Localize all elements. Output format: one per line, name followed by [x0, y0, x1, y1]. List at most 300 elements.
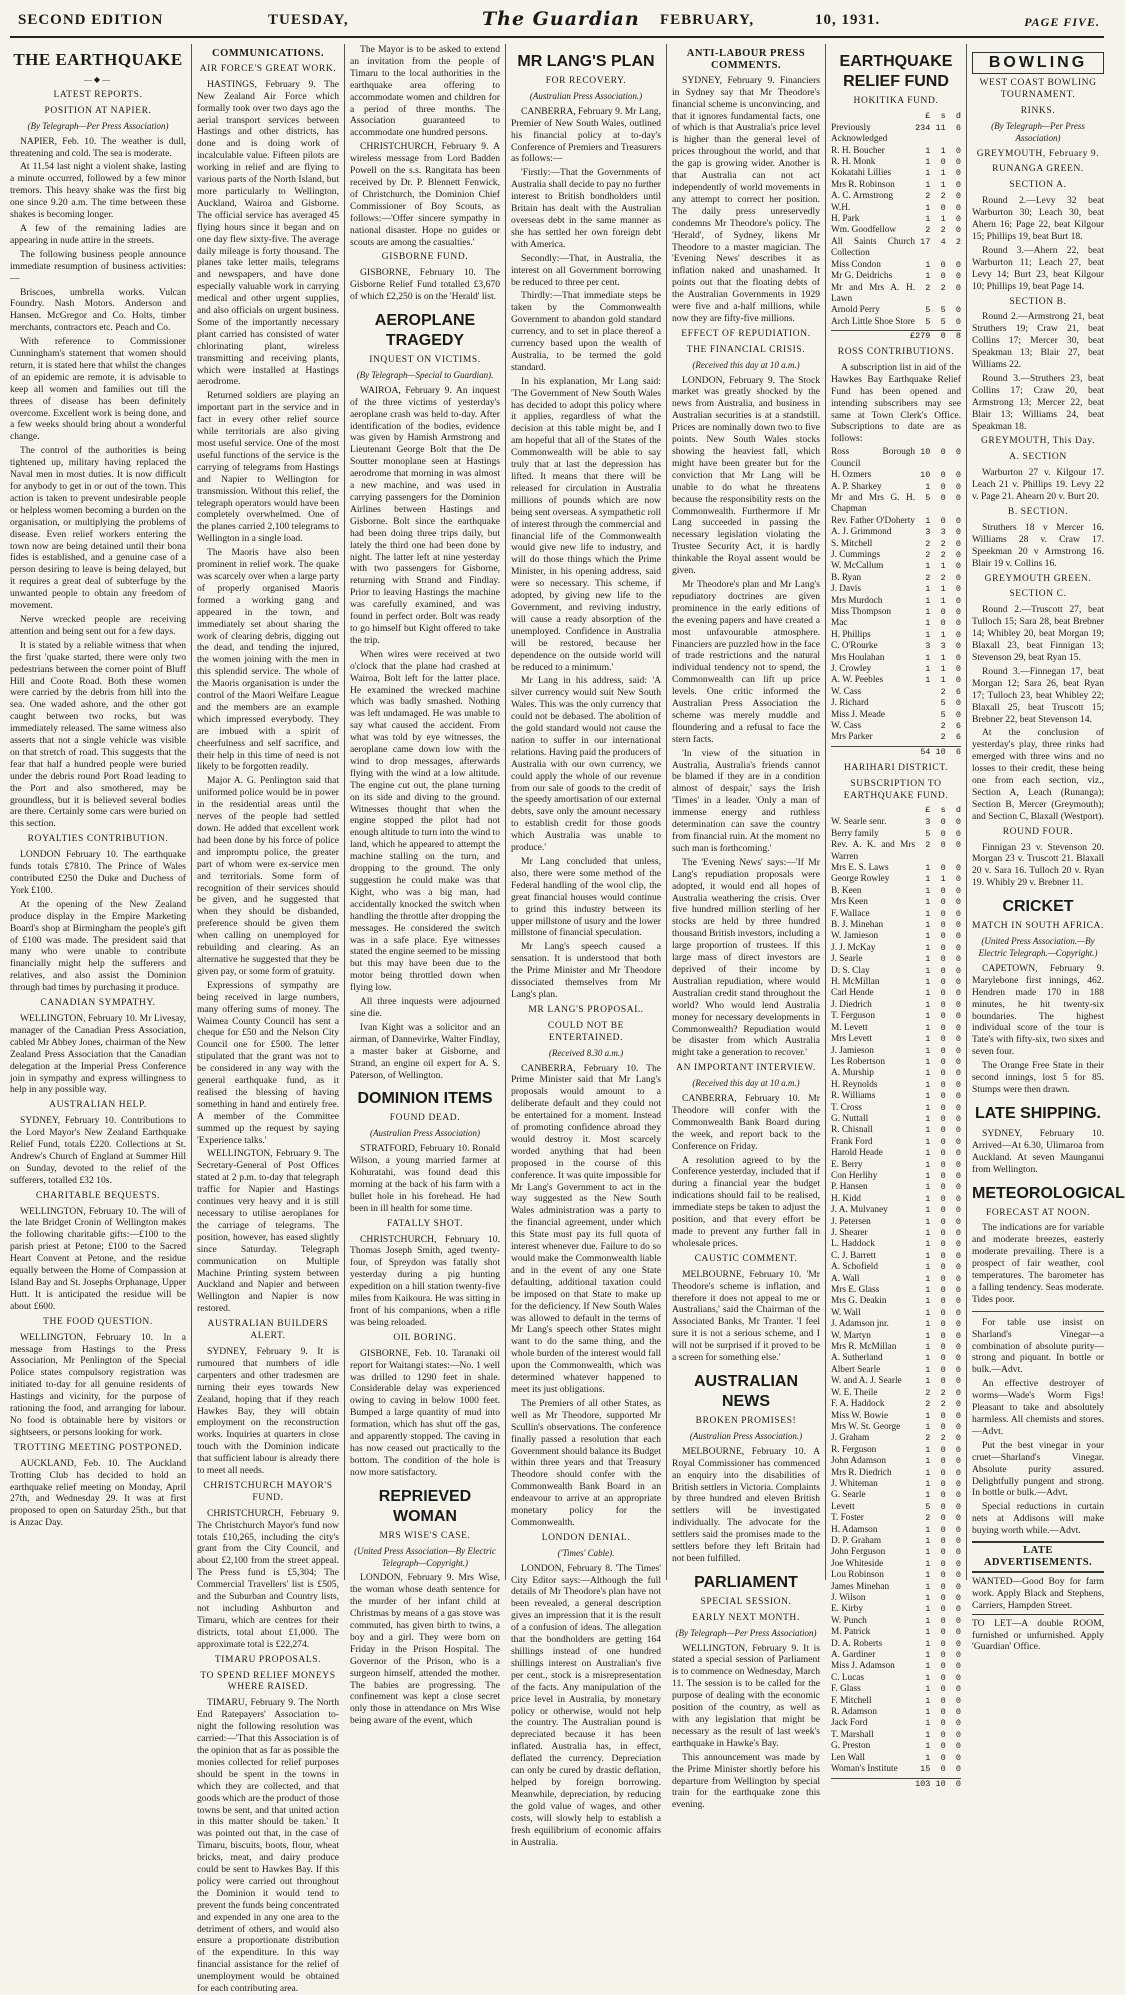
- paragraph: A few of the remaining ladies are appearing in nude attire in the streets.: [10, 222, 186, 246]
- subscription-amount: 1 0 0: [915, 931, 961, 942]
- subscription-amount: 1 0 0: [915, 1250, 961, 1261]
- column-communications: [197, 44, 340, 1995]
- paragraph: CANBERRA, February 9. Mr Lang, Premier of New South Wales, outlined his financial policy at to-day's Conference of Premiers and Treasurers as follows:—: [511, 105, 661, 165]
- ornament-divider: —◆—: [83, 75, 113, 84]
- paragraph: 'Firstly:—That the Governments of Australia shall decide to pay no further interest to British bondholders until Britain has dealt with the Australian overseas debt in the same manner as she has settled her own foreign debt with America.: [511, 167, 661, 250]
- subhead: A. SECTION: [1009, 452, 1067, 463]
- subscriber-name: R. H. Boucher: [831, 145, 885, 156]
- paragraph: LONDON February 10. The earthquake funds totals £7810. The Prince of Wales contributed £250 the Duke and Duchess of York £100.: [10, 849, 186, 896]
- subscription-amount: 1 0 0: [915, 1125, 961, 1136]
- subscriber-name: Joe Whiteside: [831, 1558, 884, 1569]
- subscription-row: [831, 732, 961, 743]
- subscription-row: [831, 1091, 961, 1102]
- subscriber-name: A. Sutherland: [831, 1353, 883, 1364]
- subscription-amount: 3 3 0: [915, 527, 961, 538]
- subscriber-name: Mrs G. Deakin: [831, 1296, 887, 1307]
- subscription-amount: 1 0 0: [915, 885, 961, 896]
- subscription-amount: 1 0 0: [915, 1627, 961, 1638]
- subscriber-name: J. Whiteman: [831, 1478, 878, 1489]
- subscription-amount: 1 0 0: [915, 965, 961, 976]
- subscription-amount: 1 0 0: [915, 977, 961, 988]
- subhead: CHRISTCHURCH MAYOR'S FUND.: [203, 1480, 333, 1503]
- subscription-amount: 1 0 0: [915, 1547, 961, 1558]
- subscription-row: [831, 1171, 961, 1182]
- subscriber-name: W.H.: [831, 202, 851, 213]
- subscriber-name: B. J. Minehan: [831, 920, 884, 931]
- subscription-row: [831, 1046, 961, 1057]
- paragraph: The indications are for variable and moderate breezes, easterly moderate prevailing. There is a prospect of fair weather, cool temperatures. The barometer has a falling tendency. Seas moderate. Tides poor.: [972, 1222, 1104, 1305]
- paragraph: Secondly:—That, in Australia, the interest on all Government borrowing be reduced to three per cent.: [511, 252, 661, 288]
- headline-reprieved-woman: REPRIEVED WOMAN: [378, 1487, 472, 1525]
- subscription-row: [831, 920, 961, 931]
- subhead: HOKITIKA FUND.: [853, 96, 939, 106]
- column-rule: [825, 44, 826, 1580]
- subscription-row: [831, 1593, 961, 1604]
- subscription-row: [831, 1468, 961, 1479]
- subscriber-name: M. Levett: [831, 1022, 868, 1033]
- subhead: RINKS.: [1020, 105, 1056, 116]
- paragraph: Expressions of sympathy are being received in large numbers, many offering sums of money. The Waimea County Council has sent a cheque for £50 and the Nelson City Council one for £500. The letter stipulated that the grant was not to be considered in any way with the general earthquake fund, as it realised the blessing of having something in hand and entirely free. A member of the Committee summed up the request by saying 'Experience talks.': [197, 979, 339, 1146]
- subscription-row: [831, 1479, 961, 1490]
- subscriber-name: G. Searle: [831, 1490, 866, 1501]
- subscriber-name: J. Cummings: [831, 549, 881, 560]
- subscription-amount: 1 0 0: [915, 1239, 961, 1250]
- subscription-amount: 1 0 0: [915, 1410, 961, 1421]
- subscription-row: [831, 829, 961, 840]
- subscription-row: [831, 1490, 961, 1501]
- subscription-row: [831, 1228, 961, 1239]
- paragraph: The 'Evening News' says:—'If Mr Lang's repudiation proposals were adopted, it would end all hopes of Australia weathering the crisis. Over five hundred million sterling of her stocks are held by three hundred thousand British investors, including a large proportion of trustees. If this large mass of direct investors are deprived of their income by Australian repudiation, where would Australian credit stand throughout the world? Who would lend Australia money for necessary developments in Commonwealth? Repudiation would be disaster from which Australia might take a generation to recover.': [672, 856, 820, 1059]
- subscription-row: [831, 817, 961, 828]
- subscription-row: [831, 1285, 961, 1296]
- subscription-row: [831, 1627, 961, 1638]
- subscriber-name: E. Kirby: [831, 1604, 864, 1615]
- subscriber-name: C. O'Rourke: [831, 641, 878, 652]
- subscription-row: [831, 516, 961, 527]
- subscription-amount: 1 0 0: [915, 1330, 961, 1341]
- subscriber-name: W. Cass: [831, 686, 862, 697]
- subscription-row: [831, 840, 961, 863]
- subscription-amount: 1 0 0: [915, 1661, 961, 1672]
- subscription-row: [831, 1114, 961, 1125]
- subscriber-name: H. Phillips: [831, 629, 871, 640]
- subscriber-name: R. Adamson: [831, 1707, 877, 1718]
- paragraph: Round 3.—Finnegan 17, beat Morgan 12; Sara 26, beat Ryan 17; Tulloch 23, beat Whibley 22; Blaxall 25, beat Truscott 15; Brebner 22, beat Stevenson 14.: [972, 665, 1104, 725]
- subscriber-name: Lou Robinson: [831, 1570, 884, 1581]
- headline-anti-labour: ANTI-LABOUR PRESS COMMENTS.: [686, 48, 806, 71]
- subscriber-name: J. Adamson jnr.: [831, 1319, 889, 1330]
- subscription-amount: 5 0 0: [915, 1501, 961, 1512]
- subscription-row: [831, 1741, 961, 1752]
- subscription-amount: 10 0 0: [915, 447, 961, 458]
- subscription-amount: 1 0 0: [915, 1364, 961, 1375]
- subscriber-name: J. Graham: [831, 1433, 870, 1444]
- subscriber-name: A. J. Grimmond: [831, 527, 892, 538]
- page-number: PAGE FIVE.: [1024, 15, 1100, 29]
- subscription-amount: 1 0 0: [915, 1741, 961, 1752]
- subscriber-name: H. Kidd: [831, 1193, 861, 1204]
- subhead: SECTION B.: [1009, 296, 1067, 307]
- headline-dominion-items: DOMINION ITEMS: [357, 1090, 493, 1108]
- subscriber-name: Woman's Institute: [831, 1764, 898, 1775]
- subscription-amount: 1 0 0: [915, 1467, 961, 1478]
- subscription-amount: 1 1 0: [915, 561, 961, 572]
- subscription-amount: 2 2 0: [915, 549, 961, 560]
- subscription-amount: 1 0 0: [915, 1581, 961, 1592]
- subhead: AUSTRALIAN BUILDERS ALERT.: [207, 1319, 329, 1342]
- paragraph: Mr Lang's speech caused a sensation. It is understood that both the Prime Minister and Mr Theodore dissociated themselves from Mr Lang's plan.: [511, 941, 661, 1000]
- subhead: OIL BORING.: [393, 1332, 457, 1343]
- subscription-amount: 1 0 0: [915, 1262, 961, 1273]
- column-rule: [666, 44, 667, 1580]
- subscription-amount: 1 0 0: [915, 1752, 961, 1763]
- subscription-row: [831, 1433, 961, 1444]
- subscriber-name: Miss J. Meade: [831, 709, 885, 720]
- subscriber-name: M. Patrick: [831, 1627, 871, 1638]
- subscriber-name: C. J. Barrett: [831, 1250, 876, 1261]
- subscription-list-harihari: [831, 817, 961, 1775]
- subhead: B. SECTION.: [1007, 507, 1069, 517]
- subscriber-name: All Saints Church Collection: [831, 236, 916, 259]
- subscription-amount: 1 0 0: [915, 1273, 961, 1284]
- subscription-row: [831, 146, 961, 157]
- subscription-row: [831, 1525, 961, 1536]
- subscription-row: [831, 687, 961, 698]
- subscriber-name: W. Wall: [831, 1307, 861, 1318]
- subscription-row: [831, 1034, 961, 1045]
- headline-australian-news: AUSTRALIAN NEWS: [694, 1372, 798, 1410]
- subscription-amount: 1 0 0: [915, 618, 961, 629]
- subscription-amount: 5 5 0: [915, 305, 961, 316]
- subhead: THE FINANCIAL CRISIS.: [686, 344, 806, 355]
- subscription-row: [831, 1559, 961, 1570]
- subscription-row: [831, 1011, 961, 1022]
- headline-mr-langs-plan: MR LANG'S PLAN: [517, 53, 655, 70]
- subscriber-name: J. Diedrich: [831, 999, 872, 1010]
- subscription-row: [831, 447, 961, 470]
- subscriber-name: J. Searle: [831, 954, 863, 965]
- subscriber-name: J. Petersen: [831, 1216, 871, 1227]
- subscriber-name: Mrs R. Diedrich: [831, 1467, 892, 1478]
- subscription-amount: 1 0 0: [915, 1638, 961, 1649]
- paragraph: Round 2.—Levy 32 beat Warburton 30; Leach 30, beat Ahern 16; Page 22, beat Kilgour 15; Phillips 19, beat Burt 18.: [972, 195, 1104, 242]
- subscriber-name: George Rowley: [831, 874, 890, 885]
- subhead: TROTTING MEETING POSTPONED.: [13, 1442, 183, 1453]
- paragraph: AUCKLAND, Feb. 10. The Auckland Trotting Club has decided to hold an earthquake relief meeting on Monday, April 27th, and Wednesday 29. It was at first proposed to open on Saturday 25th., but that is Anzac Day.: [10, 1457, 186, 1529]
- subscriber-name: S. Mitchell: [831, 538, 873, 549]
- subhead: BROKEN PROMISES!: [695, 1415, 797, 1426]
- paragraph: At the opening of the New Zealand produce display in the Empire Marketing Board's shop at Birmingham the people's gift of £100 was made. The president said that many who were unable to contribute financially might help the sufferers and relatives, and also assist the Dominion through bad times by purchasing it produce.: [10, 898, 186, 994]
- subscription-row: [831, 1673, 961, 1684]
- subscriber-name: T. Cross: [831, 1102, 862, 1113]
- headline-late-advertisements: LATE ADVERTISEMENTS.: [972, 1541, 1104, 1573]
- subscription-row: [831, 1707, 961, 1718]
- subhead: GREYMOUTH, February 9.: [976, 148, 1100, 159]
- subscriber-name: D. S. Clay: [831, 965, 870, 976]
- subhead: GREYMOUTH, This Day.: [980, 436, 1096, 447]
- subscription-amount: 1 0 0: [915, 1170, 961, 1181]
- paragraph: Returned soldiers are playing an important part in the service and in fact in every other relief source while territorials are also giving most useful service. One of the most useful functions of the service is the carrying of telegrams from Hastings and Napier to Wellington for transmission. Without this relief, the telegraph operators would have been completely overwhelmed. One of the planes carried 2,100 telegrams to Wellington in a single load.: [197, 390, 339, 545]
- paragraph: CHRISTCHURCH, February 9. A wireless message from Lord Badden Powell on the s.s. Rangitata has been received by Dr. P. Blennett Fenwick, of Christchurch, the Dominion Chief Commissioner of Boy Scouts, as follows:—'Offer sincere sympathy in national disaster. Hope no guides or scouts are among the casualties.': [350, 141, 500, 248]
- subhead: SUBSCRIPTION TO EARTHQUAKE FUND.: [843, 778, 949, 801]
- subscription-amount: 1 0 0: [915, 988, 961, 999]
- subscription-amount: 1 0 0: [915, 1478, 961, 1489]
- subhead: SPECIAL SESSION.: [700, 1596, 792, 1607]
- subscription-amount: 1 0 0: [915, 1650, 961, 1661]
- subscriber-name: Wm. Goodfellow: [831, 225, 897, 236]
- subscription-row: [831, 1399, 961, 1410]
- column-aeroplane: [350, 44, 501, 1727]
- subscriber-name: J. Jamieson: [831, 1045, 874, 1056]
- subscription-amount: 1 0 0: [915, 1444, 961, 1455]
- paragraph: CANBERRA, February 10. The Prime Minister said that Mr Lang's proposals would amount to a deliberate default and they could not be entertained for a moment. Instead of promoting confidence abroad they would destroy it. Most scarcely worded anything that had been proposed in the course of this conference. It was quite impossible for Mr Lang's Government to act in the way suggested as the New South Wales administration was a party to the financial agreement, under which this State must pay its full quota of interest whenever due. Failure to do so would make the Commonwealth liable and in the event of any one State defaulting, additional taxation could be imposed on that State to make up for the deficiency. If New South Wales was allowed to default in the terms of Mr Lang's speech other States might want to do the same thing, and the whole burden of the interest would fall upon the Commonwealth, which was determined whatever happened to meet its just obligations.: [511, 1062, 661, 1395]
- subscription-row: [831, 1639, 961, 1650]
- subscription-amount: 2 2 0: [915, 225, 961, 236]
- subhead: FATALLY SHOT.: [386, 1218, 464, 1229]
- paragraph: At the conclusion of yesterday's play, three rinks had emerged with three wins and no losses to their credit, these being one from each section, viz., Section A, Leach (Runanga); Section B, Mercer (Greymouth); and Section C, Blaxall (Westport).: [972, 727, 1104, 822]
- subscription-amount: 5 0 0: [915, 492, 961, 503]
- headline-parliament: PARLIAMENT: [694, 1573, 798, 1591]
- subhead: FORECAST AT NOON.: [985, 1207, 1091, 1218]
- column-sports: [972, 44, 1125, 1653]
- advertisement: Put the best vinegar in your cruet—Sharland's Vinegar. Absolute purity assured. Delightfully pungent and strong. In bottle or bulk.—Advt.: [972, 1439, 1104, 1499]
- subscription-row: [831, 863, 961, 874]
- subscription-amount: 1 0 0: [915, 863, 961, 873]
- column-mr-lang: [511, 44, 661, 1848]
- subhead: LONDON DENIAL.: [541, 1532, 631, 1543]
- paragraph: A subscription list in aid of the Hawkes Bay Earthquake Relief Fund has been opened and intending subscribers may see same at Town Clerk's Office. Subscriptions to date are as follows:: [831, 361, 961, 445]
- paragraph: The Orange Free State in their second innings, lost 5 for 85. Stumps were then drawn.: [972, 1060, 1104, 1095]
- edition-label: SECOND EDITION: [18, 12, 164, 28]
- subscription-amount: 2 0 0: [915, 840, 961, 851]
- subscriber-name: Kokatahi Lillies: [831, 168, 892, 179]
- subscription-amount: 5 0: [930, 698, 961, 709]
- subscription-row: [831, 897, 961, 908]
- subscription-row: [831, 1262, 961, 1273]
- subscription-row: [831, 618, 961, 629]
- subhead: EFFECT OF REPUDIATION.: [681, 328, 811, 339]
- subscription-row: [831, 1000, 961, 1011]
- subscriber-name: A. W. Peebles: [831, 675, 884, 686]
- subscription-amount: 1 0 0: [915, 1672, 961, 1683]
- subscription-row: [831, 317, 961, 328]
- subscription-amount: 1 0 0: [915, 1490, 961, 1501]
- subscription-row: [831, 550, 961, 561]
- credit-line: (United Press Association.—By Electric Telegraph.—Copyright.): [978, 936, 1098, 958]
- subscription-amount: 2 2 0: [915, 1399, 961, 1410]
- subscriber-name: John Ferguson: [831, 1547, 886, 1558]
- subscription-amount: 1 0 0: [915, 1319, 961, 1330]
- subscriber-name: A. Schofield: [831, 1262, 878, 1273]
- subscription-amount: 1 0 0: [915, 606, 961, 617]
- subhead: TIMARU PROPOSALS.: [214, 1654, 322, 1665]
- subscriber-name: J. Crowley: [831, 664, 872, 674]
- subscriber-name: Mrs W. St. George: [831, 1421, 901, 1432]
- subscription-row: [831, 721, 961, 732]
- subscriber-name: F. Wallace: [831, 908, 870, 919]
- subscription-row: [831, 1103, 961, 1114]
- subscription-amount: 1 0 0: [915, 1456, 961, 1467]
- subscription-amount: 1 0 0: [915, 1684, 961, 1695]
- subscription-amount: 15 0 0: [915, 1764, 961, 1775]
- subscription-total: 54 10 6: [831, 746, 961, 759]
- subscriber-name: J. Wilson: [831, 1593, 866, 1603]
- subscription-amount: 1 0 0: [915, 1570, 961, 1581]
- subscription-amount: 1 0 0: [915, 1159, 961, 1170]
- subhead: ROYALTIES CONTRIBUTION.: [27, 834, 169, 845]
- subscription-row: [831, 1616, 961, 1627]
- paragraph: Briscoes, umbrella works. Vulcan Foundry. Nash Motors. Anderson and Hansen. McGregor and Co. Holts, timber merchants, contractors etc. Peach and Co.: [10, 286, 186, 334]
- subhead: MRS WISE'S CASE.: [379, 1530, 471, 1541]
- subscription-amount: 2 0 0: [915, 1513, 961, 1524]
- subscription-row: [831, 1068, 961, 1079]
- subscriber-name: W. Jamieson: [831, 931, 879, 942]
- subscriber-name: Mrs E. Glass: [831, 1285, 880, 1296]
- paragraph: GISBORNE, Feb. 10. Taranaki oil report for Waitangi states:—No. 1 well was drilled to 1290 feet in shale. Considerable delay was experienced owing to caving in below 1000 feet. Bumped a large quantity of mud into formation, which has shut off the gas, and apparently stopped. The caving in has now ceased out practically to the bottom. The condition of the hole is now more satisfactory.: [350, 1347, 500, 1478]
- subscription-amount: 17 4 2: [915, 236, 961, 247]
- subhead: LATEST REPORTS.: [53, 89, 143, 100]
- paragraph: Finnigan 23 v. Stevenson 20. Morgan 23 v. Truscott 21. Blaxall 20 v. Sara 16. Tulloch 20 v. Ryan 19. Whibly 29 v. Brebner 11.: [972, 841, 1104, 889]
- paragraph: Ivan Kight was a solicitor and an airman, of Dannevirke, Walter Findlay, a master baker at Gisborne, and Strand, an engine oil expert for A. S. Paterson, of Wellington.: [350, 1021, 501, 1081]
- subscriber-name: Les Robertson: [831, 1056, 885, 1067]
- subhead: POSITION AT NAPIER.: [44, 105, 152, 116]
- subscription-amount: 1 1 0: [915, 595, 961, 606]
- subscription-amount: 2 2 0: [915, 191, 961, 202]
- subscription-amount: 1 0 0: [915, 1285, 961, 1296]
- subscription-row: [831, 1422, 961, 1433]
- subscription-amount: 1 0 0: [915, 1182, 961, 1193]
- subscriber-name: G. Preston: [831, 1741, 871, 1752]
- subscription-amount: 1 0 0: [915, 1205, 961, 1216]
- paragraph: Thirdly:—That immediate steps be taken by the Commonwealth Government to abandon gold standard currency, and to set in place thereof a currency based upon the wealth of Australia, to be termed the gold standard.: [511, 290, 661, 373]
- subscriber-name: Mrs Levett: [831, 1034, 873, 1045]
- subscription-row: [831, 203, 961, 214]
- subscription-amount: 1 0 0: [915, 1068, 961, 1079]
- paragraph: WELLINGTON, February 10. The will of the late Bridget Cronin of Wellington makes the following charitable gifts:—£100 to the parish priest at Petone; £100 to the Sacred Heart Convent at Petone, and the residue equally between the Home of Compassion at Island Bay and St. Josephs Orphanage, Upper Hutt. It is anticipated the residue will be about £600.: [10, 1205, 186, 1312]
- subscription-row: [831, 1308, 961, 1319]
- newspaper-title: The Guardian: [482, 8, 640, 30]
- subscription-amount: 1 0 0: [915, 1034, 961, 1045]
- subscription-row: [831, 527, 961, 538]
- column-relief-fund: [831, 44, 961, 1789]
- subscription-amount: 1 0 0: [915, 1113, 961, 1124]
- subscription-amount: 1 0 0: [915, 1615, 961, 1626]
- subscription-row: [831, 1582, 961, 1593]
- subscription-row: [831, 561, 961, 572]
- subscriber-name: Berry family: [831, 828, 879, 839]
- subscriber-name: D. P. Graham: [831, 1535, 882, 1546]
- paragraph: Major A. G. Penlington said that uniformed police would be in power in the residential areas until the nerves of the people had settled down. He added that excellent work had been done by his force of police and impromptu police, the greater part of whom were ex-service men and territorials. Some form of recognition of their services should be given, and he suggested that when they should be disbanded, preference should be given them when calling on unemployed for rebuilding and clearing. As an alternative he suggested that they be given pay, or some form of gratuity.: [197, 775, 339, 977]
- subscription-amount: 1 0 0: [915, 1193, 961, 1204]
- subscriber-name: L. Haddock: [831, 1239, 875, 1250]
- subscriber-name: Miss Thompson: [831, 606, 892, 617]
- subscriber-name: P. Hansen: [831, 1182, 868, 1193]
- subhead: FOR RECOVERY.: [545, 76, 627, 86]
- subscription-amount: 1 0 0: [915, 1045, 961, 1056]
- headline-communications: COMMUNICATIONS.: [211, 48, 324, 59]
- subscription-row: [831, 1411, 961, 1422]
- subscriber-name: J. Richard: [831, 698, 869, 709]
- subscription-amount: 1 0 0: [915, 202, 961, 213]
- subscription-amount: 1 0 0: [915, 1376, 961, 1387]
- subscription-row: [831, 305, 961, 316]
- paragraph: In his explanation, Mr Lang said: 'The Government of New South Wales has decided to adopt this policy where it applies, regardless of what the decision at this table might be, and I am hopeful that all of the States of the Commonwealth will be able to say truly that at last the depression has lifted. It means that there will be released for circulation in Australia millions of pounds which are now being sent overseas. A sympathetic roll of interest through the commercial and financial life of the Commonwealth would give new life to industry, and will do those things which the Prime Minister, in his opening address, said were so necessary. This scheme, if adopted, by giving new life to the Government, and reviving industry, will cause a ready absorption of the unemployed. Confidence in Australia will be restored, because her dependence on the outside world will be reduced to a minimum.': [511, 375, 661, 673]
- subscriber-name: A. C. Armstrong: [831, 191, 893, 202]
- subscriber-name: Miss Condon: [831, 259, 881, 270]
- subscription-amount: 1 0 0: [915, 942, 961, 953]
- subscriber-name: E. Berry: [831, 1159, 863, 1170]
- amount-heading: £ s d: [925, 805, 961, 816]
- subscription-row: [831, 1080, 961, 1091]
- subscriber-name: Carl Hende: [831, 988, 874, 999]
- subscription-amount: 1 0 0: [915, 515, 961, 526]
- subscription-amount: 5 0 0: [915, 828, 961, 839]
- subhead: HARIHARI DISTRICT.: [843, 762, 949, 773]
- paragraph: SYDNEY, February 9. It is rumoured that numbers of idle carpenters and other tradesmen are turning their eyes towards New Zealand, hoping that if they reach Hawkes Bay, they will obtain employment on the reconstruction works. Inquiries at quarters in close touch with the Dominion indicate that sufficient labour is already there to meet all needs.: [197, 1345, 339, 1477]
- subscriber-name: Miss J. Adamson: [831, 1661, 895, 1672]
- subscriber-name: H. McMillan: [831, 977, 880, 988]
- subscriber-name: R. Ferguson: [831, 1444, 877, 1455]
- classified-ad: WANTED—Good Boy for farm work. Apply Black and Stephens, Carriers, Hampden Street.: [972, 1575, 1104, 1611]
- subscription-amount: 1 0 0: [915, 157, 961, 168]
- subscriber-name: F. Glass: [831, 1684, 861, 1695]
- paragraph: Round 3.—Ahern 22, beat Warburton 11; Leach 27, beat Levy 14; Burt 23, beat Kilgour 10; Phillips 19, beat Page 14.: [972, 244, 1104, 292]
- subscription-row: [831, 1661, 961, 1672]
- credit-line: (United Press Association—By Electric Telegraph—Copyright.): [354, 1545, 496, 1568]
- subscriber-name: H. Adamson: [831, 1524, 878, 1535]
- subscription-row: [831, 214, 961, 225]
- subscriber-name: T. Ferguson: [831, 1011, 876, 1022]
- subscription-row: [831, 1342, 961, 1353]
- paragraph: SYDNEY, February 9. Financiers in Sydney say that Mr Theodore's financial scheme is unconvincing, and that it ignores fundamental facts, one of which is that Australia's price level is higher than the general level of prices throughout the world, and that the gap is growing wider. Another is that Australia can not act independently of world movements in any attempt to correct her position. The daily press unreservedly condemns Mr Theodore's policy. The 'Herald', of Sydney, likens Mr Theodore to a master magician. The 'Evening News' describes it as inflation naked and unashamed. It points out that the floating debts of the Australian Governments in 1929 were five and a-half millions, while now they are fifty-five millions.: [672, 74, 820, 324]
- subhead: GREYMOUTH GREEN.: [984, 573, 1092, 584]
- subscription-amount: 1 0 0: [915, 1079, 961, 1090]
- subscription-row: [831, 1604, 961, 1615]
- paragraph: HASTINGS, February 9. The New Zealand Air Force which formally took over two days ago the aerial transport services between Hastings and other districts, has done and is doing work of incalculable value. Fifteen pilots are working in relief and are flying to various parts of the North Island, but more particularly to Wellington, Auckland, Wairoa and Gisborne. The official service has averaged 45 flying hours since it began and on one day flew sixty-five. The average daily mileage is forty thousand. The planes take letter mails, telegrams and newspapers, and have done especially valuable work in carrying medical and other urgent supplies, and also officials on urgent business. Some of the importantly necessary plant carried has consisted of water chlorinating plant, wireless transmitting and receiving plants, which were installed at Hastings aerodrome.: [197, 78, 339, 388]
- subscription-amount: 10 0 0: [915, 470, 961, 481]
- credit-line: (Australian Press Association.): [689, 1430, 803, 1441]
- paragraph: Mr Lang concluded that unless, also, there were some method of the Federal handling of the wool clip, the great financial houses would continue to grind this industry between its upper millstone of usury and the lower millstone of financial speculation.: [511, 856, 661, 939]
- subhead: CANADIAN SYMPATHY.: [40, 998, 156, 1009]
- subscriber-name: B. Keen: [831, 885, 862, 896]
- paragraph: CAPETOWN, February 9. Marylebone first innings, 462. Hendren made 170 in 188 minutes, he hit twenty-six boundaries. The highest individual score of the tour is Tate's with fifty-six, two sixes and seven four.: [972, 962, 1104, 1058]
- credit-line: (By Telegraph—Special to Guardian).: [356, 369, 494, 380]
- subscription-amount: 1 0 0: [915, 1307, 961, 1318]
- subscription-amount: 1 1 0: [915, 652, 961, 663]
- paragraph: With reference to Commissioner Cunningham's statement that women should return, it is stated here that whilst the changes of an epidemic are remote, it is advisable to keep all women and families out till the threes of disease has been definitely overcome. Excellent work is being done, and a few weeks should bring about a wonderful change.: [10, 336, 186, 443]
- paragraph: Mr Lang in his address, said: 'A silver currency would suit New South Wales. This was the only currency that could not be debased. The abolition of the gold standard would not cause the nation to suffer in our international relations. Having paid the producers of Australia with our own currency, we could apply the whole of our revenue from our sale of goods to the credit of the speedy amortisation of our external debts, save only the amount necessary to establish credit for those goods which Australia was unable to produce.': [511, 675, 661, 854]
- subscription-row: [831, 596, 961, 607]
- paragraph: WELLINGTON, February 10. In a message from Hastings to the Press Association, Mr Penlington of the Special Police states compulsory registration was initiated to-day for all genuine residents of Hastings and vicinity, for the purpose of rationing the food, and arranging for labour. No food is obtainable here by visitors or sightseers, or persons looking for work.: [10, 1331, 186, 1438]
- subscription-row: [831, 260, 961, 271]
- subscriber-name: W. Martyn: [831, 1330, 871, 1341]
- subscription-row: [831, 470, 961, 481]
- subscription-row: [831, 675, 961, 686]
- subscription-row: [831, 123, 961, 146]
- subscription-amount: 1 0 0: [915, 1695, 961, 1706]
- subscription-row: [831, 1137, 961, 1148]
- subscriber-name: F. Mitchell: [831, 1695, 872, 1706]
- divider: [972, 1311, 1104, 1312]
- subscription-amount: 2 2 0: [915, 1433, 961, 1444]
- month-label: FEBRUARY,: [660, 12, 755, 28]
- subscription-amount: 1 0 0: [915, 1604, 961, 1615]
- credit-line: (Australian Press Association.): [529, 90, 643, 101]
- paragraph: CHRISTCHURCH, February 10. Thomas Joseph Smith, aged twenty-four, of Spreydon was fatally shot yesterday during a pig hunting expedition on a hill station twenty-five miles from Kaikoura. He was sitting in front of his companions, when a rifle was being reloaded.: [350, 1233, 500, 1328]
- subscription-row: [831, 874, 961, 885]
- subscription-row: [831, 1536, 961, 1547]
- paragraph: Round 2.—Armstrong 21, beat Struthers 19; Craw 21, beat Collins 17; Mercer 30, beat Speakman 13; Blair 27, beat Williams 22.: [972, 311, 1104, 371]
